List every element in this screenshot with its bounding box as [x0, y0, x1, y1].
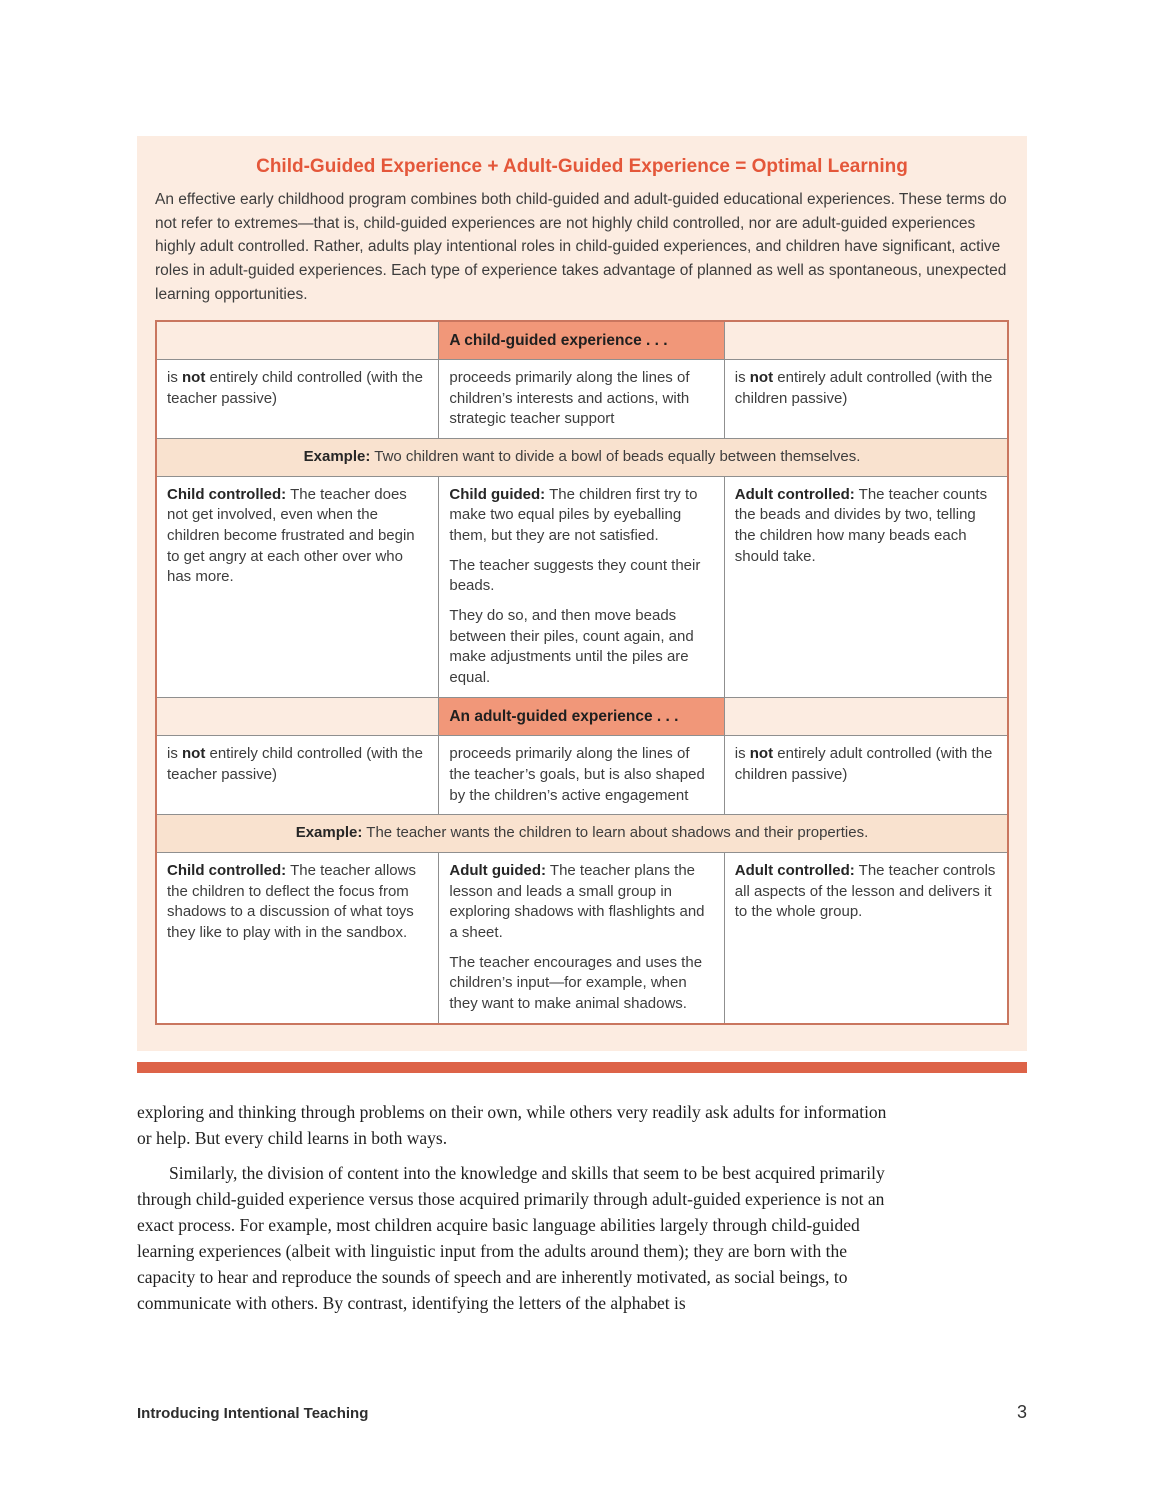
def-text: entirely child controlled (with the teacher passive): [167, 368, 423, 407]
adult-def-left-cell: [156, 736, 439, 815]
adult-controlled-cell: [724, 476, 1008, 697]
child-def-mid-cell: proceeds primarily along the lines of children’s interests and actions, with strategic teacher support: [439, 359, 724, 438]
cell-text: The teacher controls all aspects of the lesson and delivers it to the whole group.: [734, 861, 996, 921]
def-text: entirely adult controlled (with the children passive): [734, 745, 993, 783]
empty-corner-cell: [724, 697, 1008, 735]
def-text: is: [167, 745, 182, 763]
child-guided-header-cell: A child-guided experience . . .: [439, 321, 724, 360]
def-text: is: [167, 368, 182, 386]
cell-label: Child guided:: [449, 485, 546, 503]
def-bold-not: not: [749, 368, 774, 386]
body-text: [137, 1099, 892, 1316]
running-footer-title: Introducing Intentional Teaching: [137, 1405, 369, 1422]
child-controlled-cell: [156, 852, 439, 1023]
cell-paragraph: [449, 485, 713, 547]
cell-paragraph: [735, 861, 997, 923]
def-text: is: [734, 368, 750, 386]
child-guided-definition-row: [156, 359, 1008, 438]
child-example-cell: [156, 438, 1008, 476]
empty-corner-cell: [724, 321, 1008, 360]
cell-paragraph: The teacher suggests they count their beads.: [449, 556, 701, 595]
example-label: Example:: [303, 447, 371, 465]
cell-label: Adult controlled:: [734, 485, 855, 503]
adult-guided-cell: [439, 852, 724, 1023]
adult-controlled-cell: [724, 852, 1008, 1023]
accent-bar: [137, 1062, 1027, 1073]
cell-text: The teacher plans the lesson and leads a small group in exploring shadows with flashlights and a sheet.: [449, 861, 705, 942]
child-def-right-cell: [724, 359, 1008, 438]
cell-paragraph: [735, 485, 997, 568]
def-bold-not: not: [749, 745, 774, 763]
child-guided-cell: [439, 476, 724, 697]
def-text: is: [734, 745, 750, 763]
empty-corner-cell: [156, 697, 439, 735]
body-paragraph-2: Similarly, the division of content into the knowledge and skills that seem to be best acquired primarily through child-guided experience versus those acquired primarily through adult-guided experience is not an exact process. For example, most children acquire basic language abilities largely through child-guided learning experiences (albeit with linguistic input from the adults around them); they are born with the capacity to hear and reproduce the sounds of speech and are inherently motivated, as social beings, to communicate with others. By contrast, identifying the letters of the alphabet is: [137, 1162, 885, 1313]
cell-paragraph: The teacher encourages and uses the children’s input—for example, when they want to make animal shadows.: [449, 953, 703, 1013]
adult-def-right-cell: [724, 736, 1008, 815]
adult-guided-header-row: [156, 697, 1008, 735]
cell-label: Adult controlled:: [734, 861, 855, 879]
child-guided-content-row: [156, 476, 1008, 697]
adult-def-mid-cell: proceeds primarily along the lines of the teacher’s goals, but is also shaped by the children’s active engagement: [439, 736, 724, 815]
cell-text: The teacher does not get involved, even when the children become frustrated and begin to get angry at each other over who has more.: [167, 485, 415, 586]
experience-comparison-table: [155, 320, 1009, 1025]
panel-intro: An effective early childhood program combines both child-guided and adult-guided educational experiences. These terms do not refer to extremes—that is, child-guided experiences are not highly child controlled, nor are adult-guided experiences highly adult controlled. Rather, adults play intentional roles in child-guided experiences, and children have significant, active roles in adult-guided experiences. Each type of experience takes advantage of planned as well as spontaneous, unexpected learning opportunities.: [155, 191, 1007, 303]
cell-paragraph: [449, 861, 713, 944]
adult-guided-definition-row: [156, 736, 1008, 815]
page-number: 3: [1016, 1402, 1027, 1422]
adult-guided-header-cell: An adult-guided experience . . .: [439, 697, 724, 735]
adult-guided-content-row: [156, 852, 1008, 1023]
def-text: entirely adult controlled (with the children passive): [734, 368, 993, 407]
cell-label: Adult guided:: [449, 861, 547, 879]
adult-example-cell: [156, 815, 1008, 853]
page-footer: [137, 1402, 1027, 1423]
cell-paragraph: [167, 485, 428, 588]
child-guided-example-row: [156, 438, 1008, 476]
cell-text: The teacher counts the beads and divides by two, telling the children how many beads each should take.: [734, 485, 988, 565]
example-label: Example:: [295, 824, 363, 842]
child-controlled-cell: [156, 476, 439, 697]
example-text: The teacher wants the children to learn about shadows and their properties.: [362, 824, 869, 842]
body-paragraph-1: exploring and thinking through problems on their own, while others very readily ask adults for information or help. But every child learns in both ways.: [137, 1101, 887, 1148]
cell-label: Child controlled:: [167, 861, 287, 879]
cell-paragraph: They do so, and then move beads between their piles, count again, and make adjustments until the piles are equal.: [449, 607, 694, 687]
cell-paragraph: [167, 861, 428, 944]
def-bold-not: not: [182, 368, 206, 386]
cell-label: Child controlled:: [167, 485, 287, 503]
cell-text: The teacher allows the children to deflect the focus from shadows to a discussion of what toys they like to play with in the sandbox.: [167, 861, 416, 942]
child-def-left-cell: [156, 359, 439, 438]
def-text: entirely child controlled (with the teacher passive): [167, 745, 423, 783]
adult-guided-example-row: [156, 815, 1008, 853]
panel-title: Child-Guided Experience + Adult-Guided Experience = Optimal Learning: [256, 156, 908, 177]
child-guided-header-row: [156, 321, 1008, 360]
cell-text: The children first try to make two equal piles by eyeballing them, but they are not satisfied.: [449, 485, 698, 545]
def-bold-not: not: [182, 745, 206, 763]
example-text: Two children want to divide a bowl of beads equally between themselves.: [370, 447, 861, 465]
empty-corner-cell: [156, 321, 439, 360]
optimal-learning-panel: [137, 136, 1027, 1051]
